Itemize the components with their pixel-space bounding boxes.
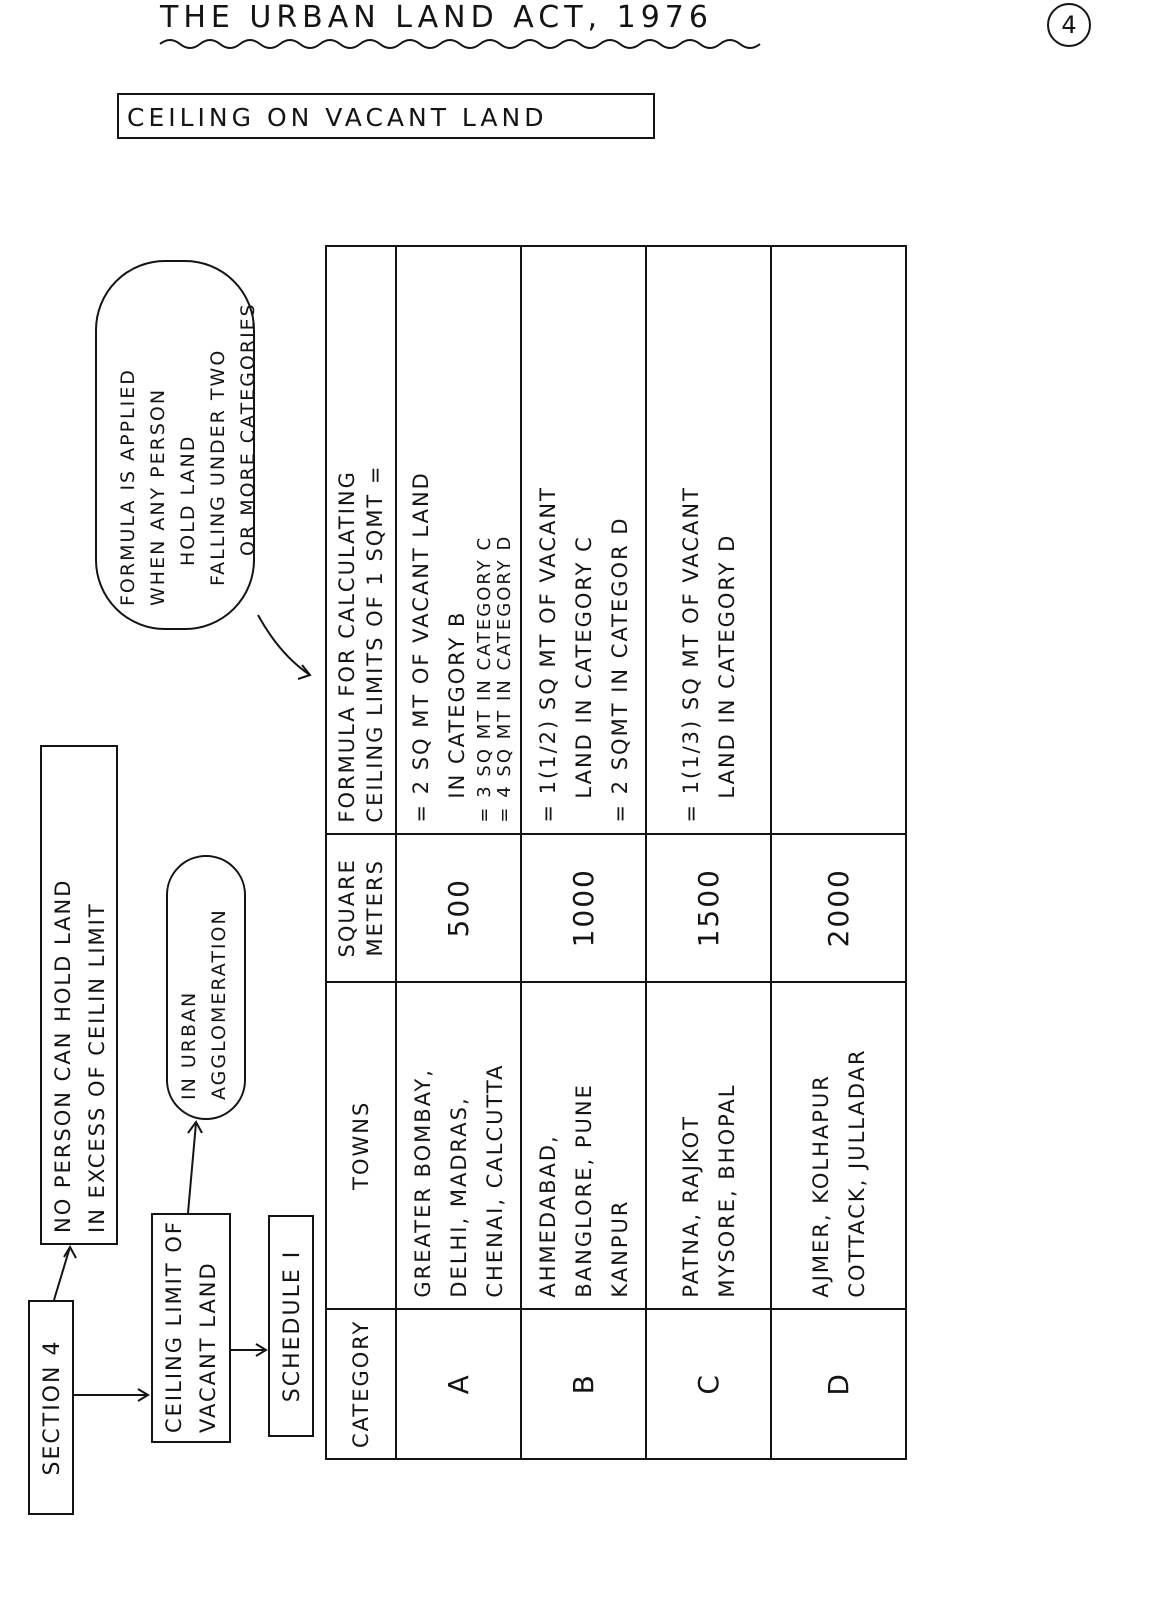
header-square-meters <box>326 834 396 982</box>
town-line: COTTACK, JULLADAR <box>844 1048 869 1298</box>
formula-cell <box>521 246 646 834</box>
formula-line: LAND IN CATEGORY C <box>571 535 596 799</box>
towns-cell <box>521 982 646 1309</box>
table-row <box>521 246 646 1459</box>
formula-line: = 3 SQ MT IN CATEGORY C <box>473 535 495 823</box>
formula-line: = 4 SQ MT IN CATEGORY D <box>493 534 515 823</box>
arrow-section-to-rule <box>54 1247 70 1300</box>
towns-cell <box>646 982 771 1309</box>
table-row <box>396 246 521 1459</box>
square-meters-cell: 500 <box>396 834 521 982</box>
header-formula-line-1: FORMULA FOR CALCULATING <box>335 470 359 823</box>
town-line: MYSORE, BHOPAL <box>714 1083 739 1298</box>
town-line: CHENAI, CALCUTTA <box>482 1063 507 1298</box>
ceiling-line-1: CEILING LIMIT OF <box>162 1220 186 1433</box>
arrow-ceiling-to-urban <box>188 1123 196 1213</box>
formula-note-line-4: FALLING UNDER TWO <box>207 348 229 586</box>
formula-note-line-3: HOLD LAND <box>177 434 199 566</box>
category-cell: C <box>646 1309 771 1459</box>
table-row <box>771 246 906 1459</box>
header-meters: METERS <box>363 859 387 957</box>
table-row <box>646 246 771 1459</box>
formula-cell <box>646 246 771 834</box>
formula-line: = 1(1/3) SQ MT OF VACANT <box>678 486 703 823</box>
town-line: AHMEDABAD, <box>535 1134 560 1298</box>
towns-cell <box>396 982 521 1309</box>
section-4-box: SECTION 4 <box>28 1300 74 1515</box>
rotated-diagram <box>20 245 1040 1515</box>
formula-line: = 2 SQMT IN CATEGOR D <box>607 516 632 823</box>
formula-note-line-2: WHEN ANY PERSON <box>147 387 169 606</box>
schedule-table <box>325 245 907 1460</box>
title-underline <box>160 36 770 52</box>
square-meters-cell: 1500 <box>646 834 771 982</box>
header-towns: TOWNS <box>326 982 396 1309</box>
town-line: GREATER BOMBAY, <box>410 1068 435 1298</box>
formula-line: IN CATEGORY B <box>444 610 469 799</box>
formula-cell <box>396 246 521 834</box>
document-title: THE URBAN LAND ACT, 1976 <box>160 0 713 35</box>
category-cell: A <box>396 1309 521 1459</box>
square-meters-cell: 1000 <box>521 834 646 982</box>
town-line: AJMER, KOLHAPUR <box>808 1074 833 1298</box>
town-line: BANGLORE, PUNE <box>571 1083 596 1298</box>
formula-line: = 1(1/2) SQ MT OF VACANT <box>535 486 560 823</box>
urban-line-2: AGGLOMERATION <box>208 908 230 1100</box>
towns-cell <box>771 982 906 1309</box>
town-line: DELHI, MADRAS, <box>446 1096 471 1298</box>
formula-note-line-1: FORMULA IS APPLIED <box>117 368 139 606</box>
square-meters-cell: 2000 <box>771 834 906 982</box>
town-line: KANPUR <box>607 1199 632 1298</box>
rule-line-2: IN EXCESS OF CEILIN LIMIT <box>85 902 109 1233</box>
page-number: 4 <box>1047 3 1091 47</box>
header-formula <box>326 246 396 834</box>
urban-line-1: IN URBAN <box>178 990 200 1100</box>
table-header-row <box>326 246 396 1459</box>
formula-line: = 2 SQ MT OF VACANT LAND <box>408 471 433 823</box>
header-formula-line-2: CEILING LIMITS OF 1 SQMT = <box>363 464 387 823</box>
ceiling-line-2: VACANT LAND <box>196 1261 220 1433</box>
schedule-label-box: SCHEDULE I <box>268 1215 314 1437</box>
town-line: PATNA, RAJKOT <box>678 1115 703 1298</box>
formula-cell-empty <box>771 246 906 834</box>
formula-note-line-5: OR MORE CATEGORIES <box>237 302 259 556</box>
header-square: SQUARE <box>335 858 359 958</box>
formula-line: LAND IN CATEGORY D <box>714 533 739 799</box>
category-cell: B <box>521 1309 646 1459</box>
rule-line-1: NO PERSON CAN HOLD LAND <box>51 878 75 1233</box>
header-category: CATEGORY <box>326 1309 396 1459</box>
section-heading: CEILING ON VACANT LAND <box>117 93 655 139</box>
category-cell: D <box>771 1309 906 1459</box>
